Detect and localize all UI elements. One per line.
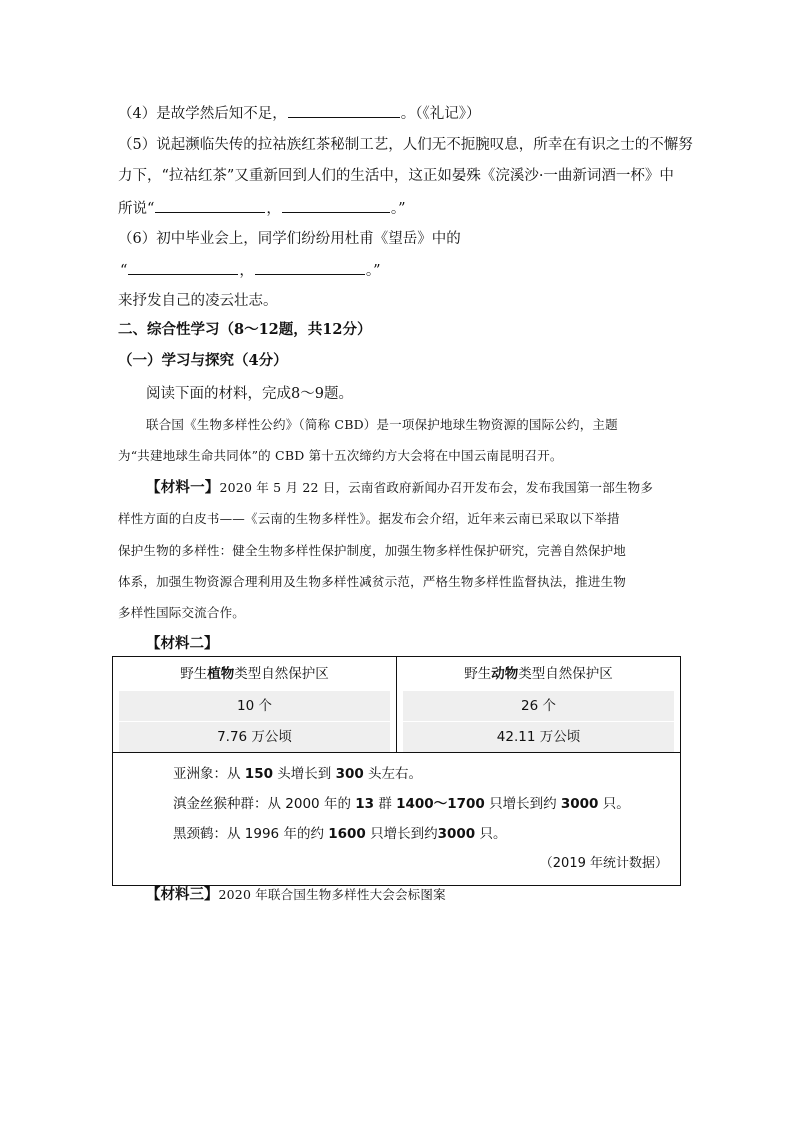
- plant-reserve-count: 10 个: [119, 691, 390, 721]
- answer-blank[interactable]: [255, 260, 365, 275]
- material-1-line3: 保护生物的多样性：健全生物多样性保护制度，加强生物多样性保护研究，完善自然保护地: [118, 543, 627, 558]
- animal-reserve-header: 野生动物类型自然保护区: [464, 666, 613, 682]
- question-6-line2: “ ， 。”: [120, 260, 381, 281]
- answer-blank[interactable]: [128, 260, 238, 275]
- material-1-line1: 【材料一】2020 年 5 月 22 日，云南省政府新闻办召开发布会，发布我国第一部生物多: [146, 479, 654, 496]
- plant-reserve-cell: [113, 657, 397, 753]
- plant-reserve-area: 7.76 万公顷: [119, 721, 390, 752]
- material-2-label: 【材料二】: [146, 635, 219, 652]
- question-6-line3: 来抒发自己的凌云壮志。: [118, 293, 278, 309]
- answer-blank[interactable]: [282, 198, 390, 213]
- intro-line1: 联合国《生物多样性公约》（简称 CBD）是一项保护地球生物资源的国际公约，主题: [146, 417, 618, 432]
- note-asian-elephant: 亚洲象：从 150 头增长到 300 头左右。: [173, 766, 423, 782]
- plant-reserve-header: 野生植物类型自然保护区: [180, 666, 329, 682]
- intro-line2: 为“共建地球生命共同体”的 CBD 第十五次缔约方大会将在中国云南昆明召开。: [118, 448, 563, 463]
- answer-blank[interactable]: [288, 103, 400, 118]
- question-5-line2: 力下，“拉祜红茶”又重新回到人们的生活中，这正如晏殊《浣溪沙·一曲新词酒一杯》中: [118, 168, 674, 184]
- animal-reserve-area: 42.11 万公顷: [403, 721, 674, 752]
- material-1-line4: 体系，加强生物资源合理利用及生物多样性减贫示范，严格生物多样性监督执法，推进生物: [118, 574, 627, 589]
- note-black-necked-crane: 黑颈鹤：从 1996 年的约 1600 只增长到约3000 只。: [173, 826, 507, 842]
- data-source-note: （2019 年统计数据）: [539, 856, 668, 871]
- question-5-line1: （5）说起濒临失传的拉祜族红茶秘制工艺，人们无不扼腕叹息，所幸在有识之士的不懈努: [118, 137, 693, 153]
- animal-reserve-count: 26 个: [403, 691, 674, 721]
- question-6-line1: （6）初中毕业会上，同学们纷纷用杜甫《望岳》中的: [118, 231, 461, 247]
- answer-blank[interactable]: [155, 198, 265, 213]
- material-1-line5: 多样性国际交流合作。: [118, 605, 246, 620]
- reserves-table: [112, 656, 681, 886]
- instruction: 阅读下面的材料，完成8～9题。: [146, 386, 353, 402]
- material-3-line: 【材料三】2020 年联合国生物多样性大会会标图案: [146, 886, 446, 903]
- animal-reserve-cell: [397, 657, 681, 753]
- question-4: （4）是故学然后知不足， 。（《礼记》）: [118, 103, 480, 124]
- species-notes-cell: [113, 753, 681, 886]
- part-title: （一）学习与探究（4分）: [118, 352, 288, 369]
- question-5-line3: 所说“ ， 。”: [118, 198, 406, 219]
- note-snub-nosed-monkey: 滇金丝猴种群：从 2000 年的 13 群 1400～1700 只增长到约 3000 只。: [173, 796, 630, 812]
- material-1-line2: 样性方面的白皮书——《云南的生物多样性》。据发布会介绍，近年来云南已采取以下举措: [118, 511, 620, 526]
- section-title: 二、综合性学习（8～12题，共12分）: [118, 321, 372, 338]
